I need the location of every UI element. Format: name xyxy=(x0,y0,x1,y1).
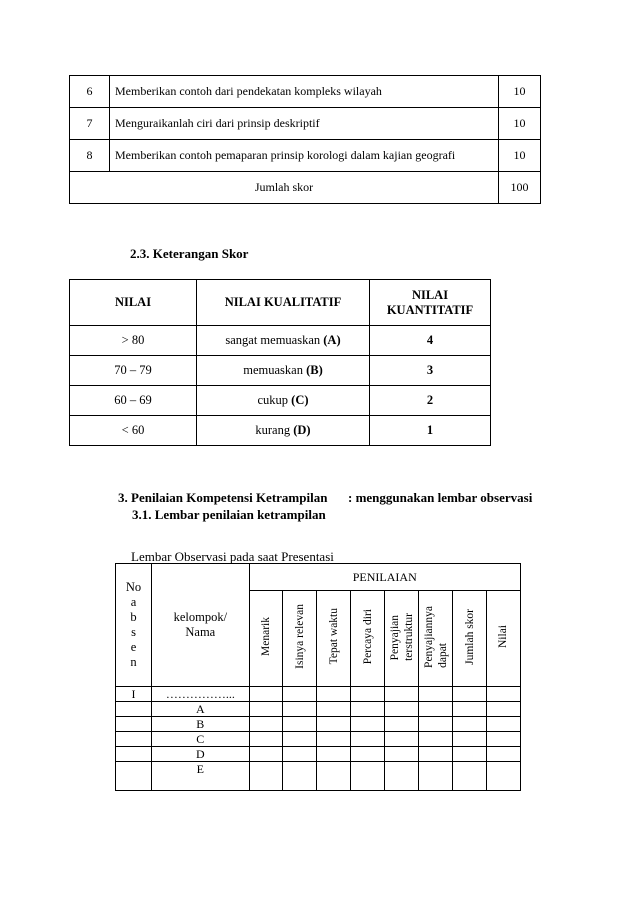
row-description: Menguraikanlah ciri dari prinsip deskriptif xyxy=(110,108,499,140)
row-no xyxy=(116,747,152,762)
grade-qual-text: cukup xyxy=(257,393,292,407)
row-name: D xyxy=(152,747,249,762)
total-label: Jumlah skor xyxy=(70,172,499,204)
noabs-char: e xyxy=(130,640,137,654)
empty-cell xyxy=(419,747,453,762)
empty-cell xyxy=(453,687,487,702)
empty-cell xyxy=(486,762,520,791)
empty-cell xyxy=(453,717,487,732)
criteria-label: Penyajian xyxy=(388,615,401,661)
header-kuantitatif-line1: NILAI xyxy=(411,287,449,302)
subsection-heading: 3.1. Lembar penilaian ketrampilan xyxy=(132,507,326,522)
empty-cell xyxy=(249,687,283,702)
empty-cell xyxy=(317,747,351,762)
criteria-label: terstruktur xyxy=(402,612,415,661)
grade-qualitative xyxy=(197,356,370,386)
criteria-label: Menarik xyxy=(259,617,272,656)
header-nilai: NILAI xyxy=(70,280,197,326)
empty-cell xyxy=(317,732,351,747)
empty-cell xyxy=(385,732,419,747)
row-name: ……………... xyxy=(152,687,249,702)
criteria-menarik xyxy=(249,591,283,687)
row-no xyxy=(116,732,152,747)
empty-cell xyxy=(283,687,317,702)
grade-qualitative xyxy=(197,326,370,356)
kelompok-line: Nama xyxy=(185,625,216,639)
empty-cell xyxy=(283,717,317,732)
table-row xyxy=(70,416,491,446)
empty-cell xyxy=(283,747,317,762)
header-no-absen xyxy=(116,564,152,687)
row-description: Memberikan contoh dari pendekatan kompleks wilayah xyxy=(110,76,499,108)
criteria-penyajian-terstruktur xyxy=(385,591,419,687)
criteria-label: Tepat waktu xyxy=(327,608,340,665)
criteria-label: Penyajiannya xyxy=(422,605,435,668)
empty-cell xyxy=(249,762,283,791)
empty-cell xyxy=(351,762,385,791)
empty-cell xyxy=(317,687,351,702)
empty-cell xyxy=(486,717,520,732)
empty-cell xyxy=(249,747,283,762)
empty-cell xyxy=(249,717,283,732)
empty-cell xyxy=(283,702,317,717)
empty-cell xyxy=(351,717,385,732)
empty-cell xyxy=(453,747,487,762)
table-row xyxy=(116,717,521,732)
grade-qual-code: (B) xyxy=(306,363,323,377)
row-name: C xyxy=(152,732,249,747)
row-score: 10 xyxy=(499,140,541,172)
empty-cell xyxy=(419,732,453,747)
row-number: 7 xyxy=(70,108,110,140)
score-table xyxy=(69,75,541,204)
empty-cell xyxy=(419,702,453,717)
row-name: B xyxy=(152,717,249,732)
empty-cell xyxy=(419,762,453,791)
observation-header-row xyxy=(116,564,521,591)
section-heading-keterangan: 2.3. Keterangan Skor xyxy=(130,246,249,261)
row-no xyxy=(116,702,152,717)
header-kuantitatif-line2: KUANTITATIF xyxy=(386,302,474,317)
grade-qualitative xyxy=(197,416,370,446)
criteria-label: Percaya diri xyxy=(361,608,374,665)
criteria-isinya-relevan xyxy=(283,591,317,687)
empty-cell xyxy=(283,732,317,747)
empty-cell xyxy=(249,702,283,717)
total-row xyxy=(70,172,541,204)
table-row xyxy=(116,747,521,762)
grade-quantitative: 2 xyxy=(370,386,491,416)
grade-quantitative: 3 xyxy=(370,356,491,386)
row-no xyxy=(116,762,152,791)
criteria-tepat-waktu xyxy=(317,591,351,687)
grade-qual-code: (D) xyxy=(293,423,311,437)
grade-table xyxy=(69,279,491,446)
table-row xyxy=(70,140,541,172)
table-row xyxy=(116,732,521,747)
header-kuantitatif xyxy=(370,280,491,326)
grade-qual-text: sangat memuaskan xyxy=(225,333,324,347)
noabs-char: a xyxy=(130,595,137,609)
header-kelompok xyxy=(152,564,249,687)
criteria-nilai xyxy=(486,591,520,687)
grade-qual-text: kurang xyxy=(255,423,294,437)
criteria-label: Nilai xyxy=(497,625,510,648)
criteria-label: Isinya relevan xyxy=(293,604,306,669)
empty-cell xyxy=(453,762,487,791)
section-heading-ketrampilan: 3. Penilaian Kompetensi Ketrampilan xyxy=(118,490,328,505)
table-row xyxy=(70,356,491,386)
table-row xyxy=(70,386,491,416)
empty-cell xyxy=(317,717,351,732)
grade-qualitative xyxy=(197,386,370,416)
empty-cell xyxy=(453,702,487,717)
grade-qual-code: (C) xyxy=(291,393,309,407)
empty-cell xyxy=(385,687,419,702)
noabs-char: n xyxy=(130,655,137,669)
row-number: 6 xyxy=(70,76,110,108)
row-score: 10 xyxy=(499,76,541,108)
grade-quantitative: 4 xyxy=(370,326,491,356)
empty-cell xyxy=(317,762,351,791)
criteria-label: Jumlah skor xyxy=(463,608,476,665)
empty-cell xyxy=(351,702,385,717)
criteria-label: dapat xyxy=(436,642,449,668)
grade-quantitative: 1 xyxy=(370,416,491,446)
empty-cell xyxy=(351,687,385,702)
criteria-penyajiannya-dapat xyxy=(419,591,453,687)
noabs-char: s xyxy=(131,625,136,639)
observation-label: Lembar Observasi pada saat Presentasi xyxy=(131,549,334,564)
table-row xyxy=(116,702,521,717)
row-score: 10 xyxy=(499,108,541,140)
row-no: I xyxy=(116,687,152,702)
empty-cell xyxy=(419,717,453,732)
header-penilaian: PENILAIAN xyxy=(249,564,520,591)
empty-cell xyxy=(351,732,385,747)
grade-range: < 60 xyxy=(70,416,197,446)
grade-range: > 80 xyxy=(70,326,197,356)
row-number: 8 xyxy=(70,140,110,172)
empty-cell xyxy=(249,732,283,747)
empty-cell xyxy=(486,687,520,702)
total-value: 100 xyxy=(499,172,541,204)
empty-cell xyxy=(486,732,520,747)
empty-cell xyxy=(317,702,351,717)
row-no xyxy=(116,717,152,732)
table-row xyxy=(70,326,491,356)
grade-range: 70 – 79 xyxy=(70,356,197,386)
empty-cell xyxy=(419,687,453,702)
grade-qual-text: memuaskan xyxy=(243,363,307,377)
grade-range: 60 – 69 xyxy=(70,386,197,416)
table-row xyxy=(70,76,541,108)
criteria-jumlah-skor xyxy=(453,591,487,687)
empty-cell xyxy=(283,762,317,791)
empty-cell xyxy=(453,732,487,747)
table-row xyxy=(116,687,521,702)
kelompok-line: kelompok/ xyxy=(173,610,228,624)
table-row xyxy=(70,108,541,140)
observation-table xyxy=(115,563,521,791)
empty-cell xyxy=(486,747,520,762)
row-name: A xyxy=(152,702,249,717)
section-method: : menggunakan lembar observasi xyxy=(348,490,533,505)
empty-cell xyxy=(385,702,419,717)
noabs-char: b xyxy=(130,610,137,624)
empty-cell xyxy=(385,762,419,791)
grade-header-row xyxy=(70,280,491,326)
grade-qual-code: (A) xyxy=(323,333,341,347)
empty-cell xyxy=(385,747,419,762)
empty-cell xyxy=(351,747,385,762)
row-name: E xyxy=(152,762,249,791)
table-row xyxy=(116,762,521,791)
empty-cell xyxy=(486,702,520,717)
header-kualitatif: NILAI KUALITATIF xyxy=(197,280,370,326)
row-description: Memberikan contoh pemaparan prinsip korologi dalam kajian geografi xyxy=(110,140,499,172)
criteria-percaya-diri xyxy=(351,591,385,687)
noabs-char: No xyxy=(125,580,142,594)
empty-cell xyxy=(385,717,419,732)
